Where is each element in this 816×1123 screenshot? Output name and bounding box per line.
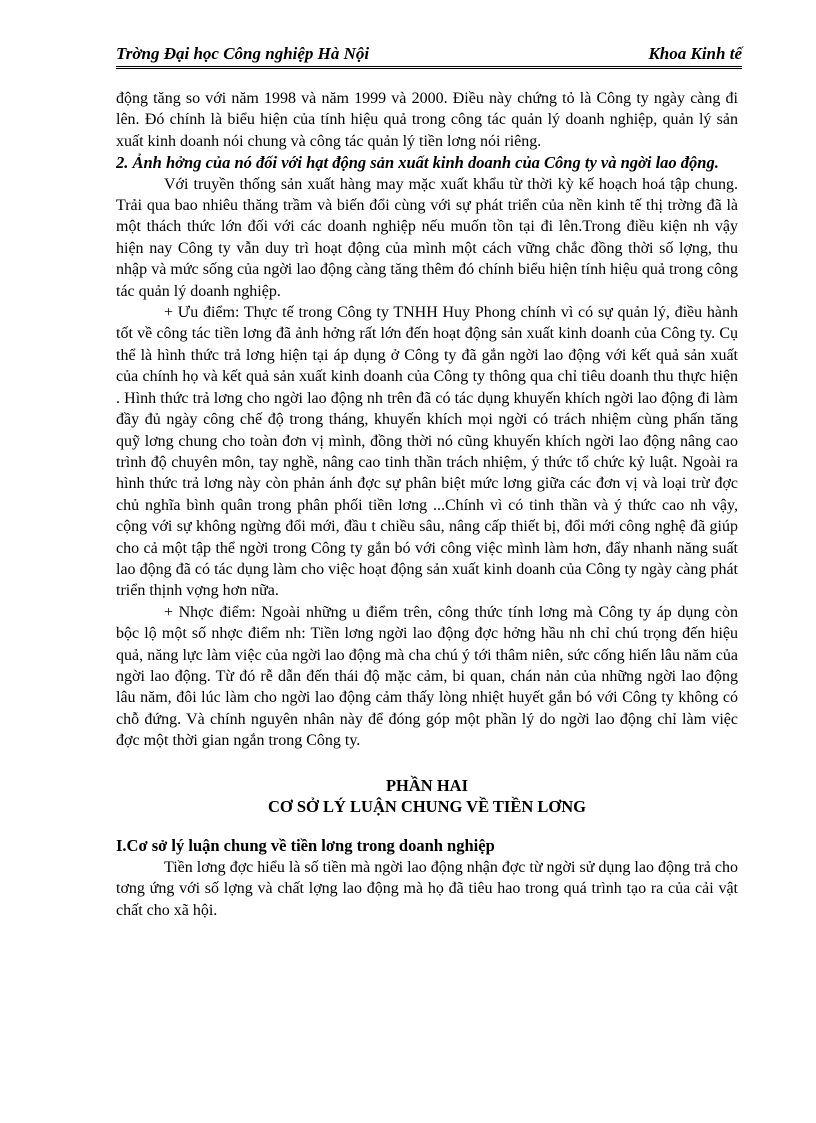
subheading-impact: 2. Ảnh hởng của nó đối với hạt động sản xuất kinh doanh của Công ty và ngời lao động. xyxy=(116,153,719,173)
paragraph-wage-definition: Tiền lơng đợc hiểu là số tiền mà ngời lao động nhận đợc từ ngời sử dụng lao động trả cho tơng ứng với số lợng và chất lợng lao động mà họ đã tiêu hao trong quá trình tạo ra của cải vật chất cho xã hội. xyxy=(116,858,738,919)
header-school-name: Trờng Đại học Công nghiệp Hà Nội xyxy=(116,44,370,63)
part-subtitle: CƠ SỞ LÝ LUẬN CHUNG VỀ TIỀN LƠNG xyxy=(268,797,586,816)
paragraph-intro: động tăng so với năm 1998 và năm 1999 và 2000. Điều này chứng tỏ là Công ty ngày càng đi lên. Đó chính là biểu hiện của tính hiệu quả trong công tác quản lý doanh nghiệp, quản lý sản xuất kinh doanh nói chung và công tác quản lý tiền lơng nói riêng. xyxy=(116,90,738,150)
page-header xyxy=(116,44,742,69)
document-body xyxy=(116,88,738,921)
part-title: PHẦN HAI xyxy=(385,775,469,795)
paragraph-advantages: + Ưu điểm: Thực tế trong Công ty TNHH Huy Phong chính vì có sự quản lý, điều hành tốt về công tác tiền lơng đã ảnh hởng rất lớn đến hoạt động sản xuất kinh doanh của Công ty. Cụ thể là hình thức trả lơng hiện tại áp dụng ở Công ty đã gắn ngời lao động với kết quả sản xuất của chính họ và kết quả sản xuất kinh doanh của Công ty thông qua chỉ tiêu doanh thu thực hiện . Hình thức trả lơng cho ngời lao động nh trên đã có tác dụng khuyến khích ngời lao động đi làm đầy đủ ngày công chế độ trong tháng, khuyến khích mọi ngời có trách nhiệm cùng phấn tăng quỹ lơng chung cho toàn đơn vị mình, đồng thời nó cũng khuyến khích ngời lao động nâng cao trình độ chuyên môn, tay nghề, nâng cao tinh thần trách nhiệm, ý thức tổ chức kỷ luật. Ngoài ra hình thức trả lơng này còn phản ánh đợc sự phân biệt mức lơng giữa các đơn vị và loại trừ đợc chủ nghĩa bình quân trong phân phối tiền lơng ...Chính vì có tinh thần và ý thức cao nh vậy, cộng với sự không ngừng đổi mới, đầu t chiều sâu, nâng cấp thiết bị, đổi mới công nghệ đã giúp cho cả một tập thể ngời trong Công ty gắn bó với công việc mình làm hơn, đẩy nhanh năng suất lao động đã có tác dụng làm cho việc hoạt động sản xuất kinh doanh của Công ty ngày càng phát triển thịnh vợng hơn nữa. xyxy=(116,304,738,600)
paragraph-tradition: Với truyền thống sản xuất hàng may mặc xuất khẩu từ thời kỳ kế hoạch hoá tập chung. Trải qua bao nhiêu thăng trầm và biến đổi cùng với sự phát triển của nền kinh tế thị trờng đã là một thách thức lớn đối với các doanh nghiệp nếu muốn tồn tại đi lên.Trong điều kiện nh vậy hiện nay Công ty vẫn duy trì hoạt động của mình một cách vững chắc đồng thời số lợng, thu nhập và mức sống của ngời lao động càng tăng thêm đó chính biểu hiện tính hiệu quả trong công tác quản lý doanh nghiệp. xyxy=(116,175,738,300)
paragraph-disadvantages: + Nhợc điểm: Ngoài những u điểm trên, công thức tính lơng mà Công ty áp dụng còn bộc lộ một số nhợc điểm nh: Tiền lơng ngời lao động đợc hởng hầu nh chỉ chú trọng đến hiệu quả, năng lực làm việc của ngời lao động mà cha chú ý tới thâm niên, sức cống hiến lâu năm của ngời lao động. Từ đó rễ dẫn đến thái độ mặc cảm, bi quan, chán nản của những ngời lao động lâu năm, đôi lúc làm cho ngời lao động cảm thấy lòng nhiệt huyết gắn bó với Công ty không có chỗ đứng. Và chính nguyên nhân này để đóng góp một phần lý do ngời lao động chỉ làm việc đợc một thời gian ngắn trong Công ty. xyxy=(116,603,738,750)
section-heading: I.Cơ sở lý luận chung về tiền lơng trong doanh nghiệp xyxy=(116,836,495,856)
header-faculty-name: Khoa Kinh tế xyxy=(648,44,742,63)
